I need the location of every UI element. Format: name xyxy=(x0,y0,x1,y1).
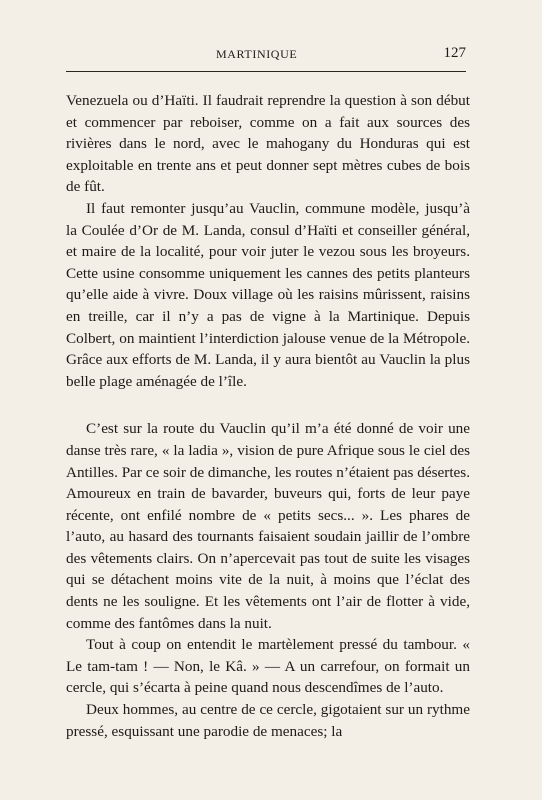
paragraph-continued: Venezuela ou d’Haïti. Il faudrait reprendre la question à son début et commencer par reboiser, comme on a fait aux sources des rivières dans le nord, avec le mahogany du Honduras qui est exploitable en trente ans et peut donner sept mètres cubes de bois de fût. xyxy=(66,92,470,196)
paragraph-tambour: Tout à coup on entendit le martèlement pressé du tambour. « Le tam-tam ! — Non, le Kâ. » — A un carrefour, on formait un cercle, qui s’écarta à peine quand nous descendîmes de l’auto. xyxy=(66,636,470,697)
body-text xyxy=(66,90,470,742)
paragraph-two-men: Deux hommes, au centre de ce cercle, gigotaient sur un rythme pressé, esquissant une parodie de menaces; la xyxy=(66,701,470,740)
page-header xyxy=(66,47,466,72)
paragraph-ladia-dance: C’est sur la route du Vauclin qu’il m’a été donné de voir une danse très rare, « la ladia », vision de pure Afrique sous le ciel des Antilles. Par ce soir de dimanche, les routes n’étaient pas désertes. Amoureux en train de bavarder, buveurs qui, forts de leur paye récente, ont enfilé nombre de « petits secs... ». Les phares de l’auto, au hasard des tournants faisaient soudain jaillir de l’ombre des vêtements clairs. On n’apercevait pas tout de suite les visages qui se détachent moins vite de la nuit, à moins que l’éclat des dents ne les souligne. Et les vêtements ont l’air de flotter à vide, comme des fantômes dans la nuit. xyxy=(66,420,470,632)
section-break xyxy=(66,392,470,418)
running-title: MARTINIQUE xyxy=(216,47,298,61)
paragraph-vauclin: Il faut remonter jusqu’au Vauclin, commune modèle, jusqu’à la Coulée d’Or de M. Landa, consul d’Haïti et conseiller général, et maire de la localité, pour voir juter le vezou sous les broyeurs. Cette usine consomme uniquement les cannes des petits planteurs qu’elle aide à vivre. Doux village où les raisins mûrissent, raisins en treille, car il n’y a pas de vigne à la Martinique. Depuis Colbert, on maintient l’interdiction jalouse venue de la Métropole. Grâce aux efforts de M. Landa, il y aura bientôt au Vauclin la plus belle plage aménagée de l’île. xyxy=(66,199,470,390)
page-number: 127 xyxy=(443,45,466,61)
